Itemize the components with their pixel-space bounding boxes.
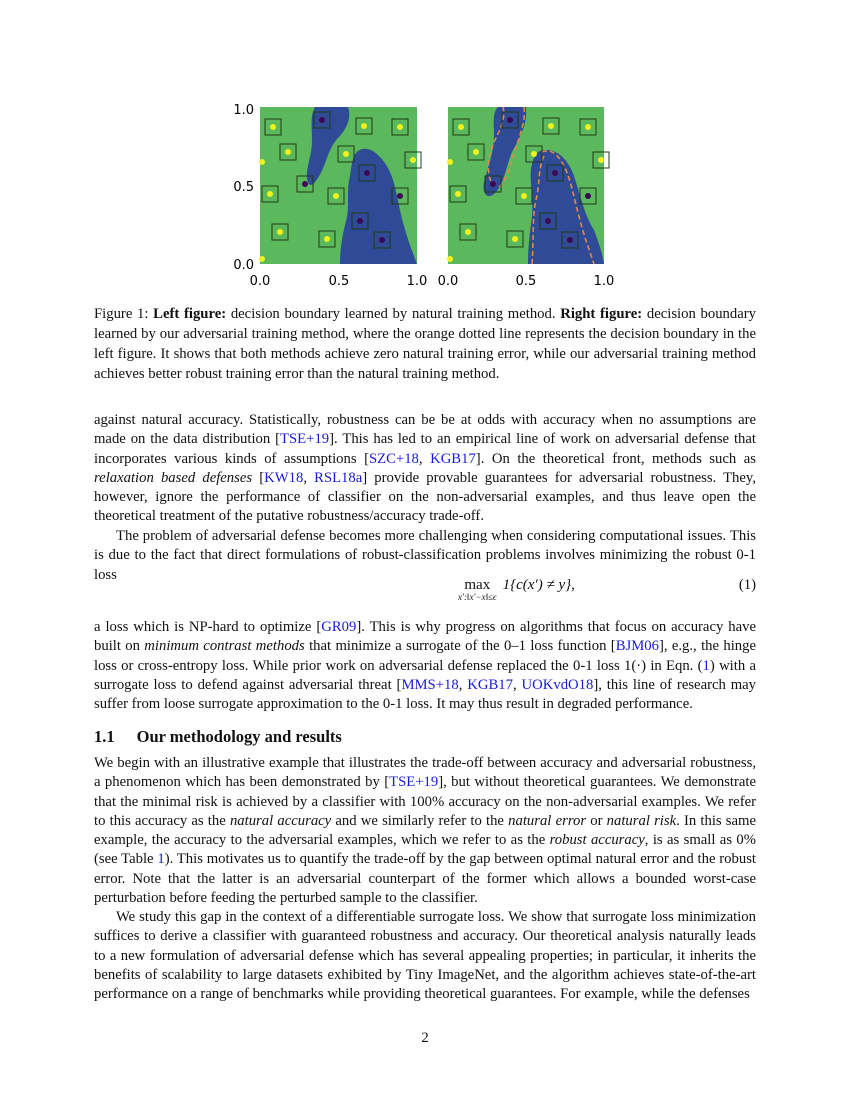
equation-1 [94,577,756,619]
x-tick-label: 0.5 [515,274,537,289]
paragraph-3 [94,618,756,714]
text-run: or [586,812,607,829]
paragraph-4 [94,754,756,908]
citation-link[interactable]: MMS+18 [401,676,459,693]
citation-link[interactable]: KGB17 [430,450,476,467]
caption-right-text: decision boundary learned by our adversarial training method, where the orange dotted line represents the decision boundary in the left figure. It shows that both methods achieve zero natural training error, while our adversarial training method achieves better robust training error than the natural training method. [94,306,756,382]
text-run: a loss which is NP-hard to optimize [ [94,619,322,635]
left-panel [259,107,421,264]
emphasis: robust accuracy [549,832,645,849]
text-run: , [512,676,522,693]
citation-link[interactable]: SZC+18 [368,450,419,467]
caption-left-text: decision boundary learned by natural training method. [226,306,561,322]
caption-left-label: Left figure: [153,306,227,322]
math-inline: 1(·) [624,657,647,674]
x-tick-label: 0.0 [249,274,271,289]
citation-link[interactable]: KGB17 [467,676,513,693]
math-inline: 0% [736,832,756,849]
emphasis: natural accuracy [229,812,332,829]
paragraph-1 [94,411,756,527]
paragraph-2: The problem of adversarial defense becomes more challenging when considering computational issues. This is due to the fact that direct formulations of robust-classification problems involves minimizing the robust 0-1 loss [94,528,756,583]
text-run: , [458,676,468,693]
paragraph-5: We study this gap in the context of a differentiable surrogate loss. We show that surrogate loss minimization suffices to derive a classifier with guaranteed robustness and accuracy. Our theoretical analysis naturally leads to a new formulation of adversarial defense which has several appealing properties; in particular, it inherits the benefits of scalability to large datasets exhibited by Tiny ImageNet, and the algorithm achieves state-of-the-art performance on a range of benchmarks while providing theoretical guarantees. For example, while the defenses [94,909,756,1003]
text-run: in Eqn. ( [646,657,703,674]
x-tick-label: 1.0 [593,274,615,289]
text-run: ], e.g., the hinge loss or cross-entropy loss. While prior work on adversarial defense replaced the 0-1 loss [94,638,756,674]
page-number: 2 [421,1030,429,1046]
emphasis: relaxation based defenses [94,469,253,486]
text-run: [ [252,469,265,486]
text-run: accuracy on the non-adversarial examples. We refer to this accuracy as the [94,793,756,829]
emphasis: natural error [508,812,587,829]
y-tick-label: 1.0 [233,103,254,118]
text-run: ], but without theoretical guarantees. We demonstrate that the minimal risk is achieved by a classifier with [94,774,756,810]
emphasis: minimum contrast methods [144,638,305,655]
text-run: and we similarly refer to the [331,812,509,829]
max-op: max [464,577,491,593]
max-subscript: x′:‖x′−x‖≤ϵ [458,592,497,602]
text-run: ) with a surrogate loss to defend against adversarial threat [ [94,657,756,693]
emphasis: natural risk [606,812,677,829]
y-tick-label: 0.5 [233,180,254,195]
text-run: . In this same example, the accuracy to the adversarial examples, which we refer to as the [94,812,756,849]
citation-link[interactable]: BJM06 [615,638,659,655]
text-run: , [303,469,315,486]
section-heading [94,727,342,747]
citation-link[interactable]: UOKvdO18 [521,676,594,693]
figure-1-svg [228,96,628,291]
math-inline: 100% [409,793,445,810]
text-run: ]. This has led to an empirical line of work on adversarial defense that incorporates various kinds of assumptions [ [94,431,756,467]
y-tick-label: 0.0 [233,258,254,273]
equation-number: (1) [738,577,756,593]
equation-expression: 1{c(x′) ≠ y}, [502,577,575,593]
citation-link[interactable]: TSE+19 [389,774,439,791]
text-run: against natural accuracy. Statistically, robustness can be be at odds with accuracy when no assumptions are made on the data distribution [ [94,412,756,448]
text-run: ). This motivates us to quantify the trade-off by the gap between optimal natural error and the robust error. Note that the latter is an adversarial counterpart of the former which allows a bounded worst-case perturbation before feeding the perturbed sample to the classifier. [94,851,756,907]
caption-right-label: Right figure: [560,306,643,322]
caption-lead: Figure 1: [94,306,154,322]
x-tick-label: 0.5 [328,274,350,289]
equation-body [458,577,575,602]
section-number: 1.1 [94,727,115,746]
x-tick-label: 1.0 [406,274,428,289]
text-run: that minimize a surrogate of the 0–1 loss function [ [304,638,616,655]
figure-1 [228,96,628,291]
x-tick-label: 0.0 [437,274,459,289]
text-run: ]. This is why progress on algorithms that focus on accuracy have built on [94,619,756,655]
max-operator [458,577,497,602]
citation-link[interactable]: RSL18a [314,469,363,486]
section-title: Our methodology and results [136,727,342,746]
figure-caption [94,304,756,384]
text-run: (see Table [94,851,158,868]
citation-link[interactable]: GR09 [321,619,357,635]
text-run: We begin with an illustrative example that illustrates the trade-off between accuracy and adversarial robustness, a phenomenon which has been demonstrated by [ [94,755,756,791]
text-run: , is as small as [644,832,737,849]
text-run: ]. On the theoretical front, methods such as [475,450,756,467]
equation-ref-link[interactable]: 1 [702,657,710,674]
text-run: , [418,450,431,467]
table-ref-link[interactable]: 1 [157,851,165,868]
right-panel [447,107,609,264]
citation-link[interactable]: TSE+19 [280,431,330,448]
text-run: ], this line of research may suffer from loose surrogate approximation to the 0-1 loss. It may thus result in degraded performance. [94,676,757,713]
citation-link[interactable]: KW18 [264,469,304,486]
text-run: ] provide provable guarantees for adversarial robustness. They, however, ignore the performance of classifier on the non-adversarial examples, and thus leave open the theoretical treatment of the putative robustness/accuracy trade-off. [94,469,756,525]
